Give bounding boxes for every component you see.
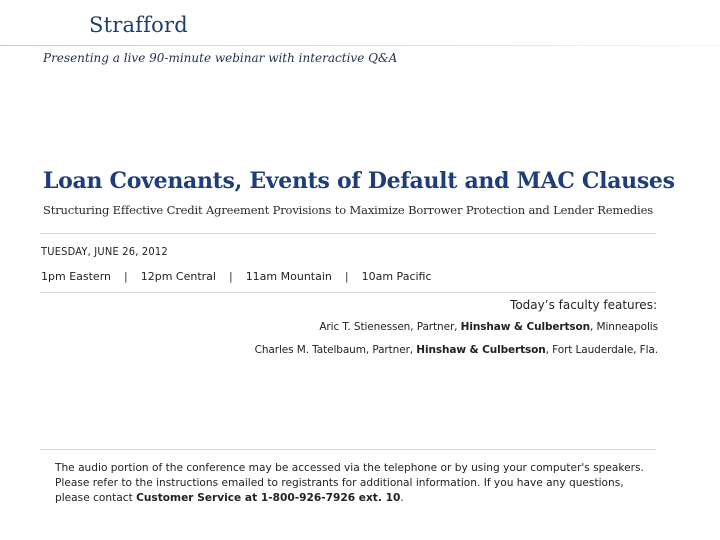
divider — [40, 449, 656, 450]
time-pacific: 10am Pacific — [361, 270, 432, 283]
time-mountain: 11am Mountain — [245, 270, 332, 283]
audio-notice — [55, 461, 655, 506]
webinar-subtitle: Structuring Effective Credit Agreement Provisions to Maximize Borrower Protection and Lender Remedies — [43, 203, 653, 217]
logo: Strafford — [89, 13, 188, 37]
time-separator: | — [344, 270, 349, 283]
divider — [40, 292, 656, 293]
divider — [40, 233, 656, 234]
time-central: 12pm Central — [140, 270, 216, 283]
event-times — [41, 270, 432, 283]
faculty-heading: Today’s faculty features: — [510, 298, 657, 312]
tagline: Presenting a live 90-minute webinar with interactive Q&A — [43, 51, 398, 65]
webinar-title: Loan Covenants, Events of Default and MAC Clauses — [43, 168, 675, 194]
faculty-location: , Fort Lauderdale, Fla. — [545, 344, 658, 356]
time-separator: | — [228, 270, 233, 283]
faculty-name: Aric T. Stienessen, Partner, — [319, 321, 461, 333]
faculty-member — [319, 321, 658, 333]
faculty-member — [255, 344, 658, 356]
header-rule — [0, 45, 720, 46]
faculty-location: , Minneapolis — [590, 321, 658, 333]
time-eastern: 1pm Eastern — [41, 270, 111, 283]
customer-service-contact: Customer Service at 1-800-926-7926 ext. 10 — [136, 492, 401, 504]
notice-text: The audio portion of the conference may be accessed via the telephone or by using your computer's speakers. Please refer to the instructions emailed to registrants for additional information. If you have any questions, please contact — [55, 462, 644, 504]
notice-end: . — [400, 492, 404, 504]
time-separator: | — [124, 270, 128, 283]
faculty-firm: Hinshaw & Culbertson — [416, 344, 546, 356]
event-date: TUESDAY, JUNE 26, 2012 — [41, 245, 168, 258]
faculty-firm: Hinshaw & Culbertson — [460, 321, 591, 333]
faculty-name: Charles M. Tatelbaum, Partner, — [254, 344, 417, 356]
